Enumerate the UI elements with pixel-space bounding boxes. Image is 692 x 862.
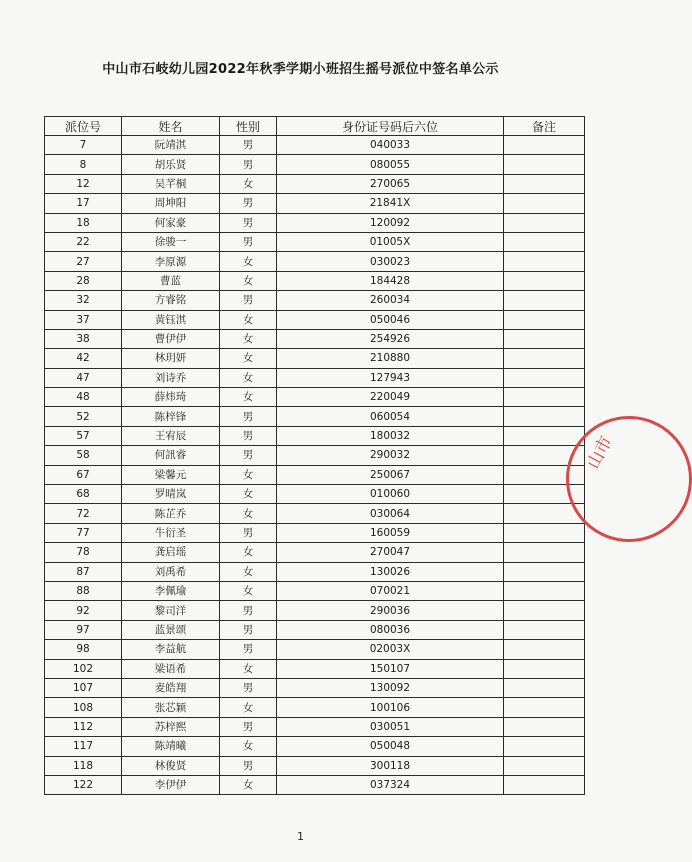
cell-remarks bbox=[504, 698, 585, 717]
cell-lottery-number: 58 bbox=[45, 446, 122, 465]
table-row bbox=[45, 659, 585, 678]
cell-lottery-number: 102 bbox=[45, 659, 122, 678]
cell-remarks bbox=[504, 310, 585, 329]
cell-id-last-six: 010060 bbox=[277, 485, 504, 504]
cell-name: 薛炜琦 bbox=[122, 388, 220, 407]
cell-id-last-six: 030023 bbox=[277, 252, 504, 271]
cell-remarks bbox=[504, 737, 585, 756]
cell-gender: 女 bbox=[220, 349, 277, 368]
cell-lottery-number: 107 bbox=[45, 678, 122, 697]
cell-lottery-number: 17 bbox=[45, 194, 122, 213]
cell-id-last-six: 290036 bbox=[277, 601, 504, 620]
cell-remarks bbox=[504, 523, 585, 542]
cell-id-last-six: 254926 bbox=[277, 329, 504, 348]
table-row bbox=[45, 756, 585, 775]
table-row bbox=[45, 368, 585, 387]
cell-name: 阮靖淇 bbox=[122, 136, 220, 155]
table-row bbox=[45, 349, 585, 368]
table-row bbox=[45, 485, 585, 504]
table-row bbox=[45, 523, 585, 542]
cell-gender: 男 bbox=[220, 232, 277, 251]
table-row bbox=[45, 543, 585, 562]
cell-remarks bbox=[504, 407, 585, 426]
cell-gender: 女 bbox=[220, 271, 277, 290]
cell-remarks bbox=[504, 388, 585, 407]
cell-id-last-six: 160059 bbox=[277, 523, 504, 542]
cell-lottery-number: 52 bbox=[45, 407, 122, 426]
cell-lottery-number: 87 bbox=[45, 562, 122, 581]
cell-gender: 女 bbox=[220, 310, 277, 329]
cell-name: 刘诗乔 bbox=[122, 368, 220, 387]
cell-name: 梁语希 bbox=[122, 659, 220, 678]
cell-name: 何訊睿 bbox=[122, 446, 220, 465]
cell-lottery-number: 7 bbox=[45, 136, 122, 155]
cell-name: 龚启瑶 bbox=[122, 543, 220, 562]
cell-gender: 女 bbox=[220, 698, 277, 717]
cell-lottery-number: 72 bbox=[45, 504, 122, 523]
cell-gender: 男 bbox=[220, 678, 277, 697]
cell-lottery-number: 118 bbox=[45, 756, 122, 775]
cell-id-last-six: 120092 bbox=[277, 213, 504, 232]
cell-gender: 男 bbox=[220, 640, 277, 659]
table-row bbox=[45, 446, 585, 465]
cell-remarks bbox=[504, 601, 585, 620]
cell-lottery-number: 38 bbox=[45, 329, 122, 348]
cell-name: 林俊贤 bbox=[122, 756, 220, 775]
cell-remarks bbox=[504, 756, 585, 775]
cell-name: 何家豪 bbox=[122, 213, 220, 232]
table-row bbox=[45, 504, 585, 523]
cell-name: 苏梓熙 bbox=[122, 717, 220, 736]
cell-id-last-six: 210880 bbox=[277, 349, 504, 368]
cell-name: 麦皓翔 bbox=[122, 678, 220, 697]
cell-id-last-six: 030051 bbox=[277, 717, 504, 736]
cell-remarks bbox=[504, 368, 585, 387]
cell-remarks bbox=[504, 620, 585, 639]
table-row bbox=[45, 698, 585, 717]
cell-gender: 男 bbox=[220, 155, 277, 174]
cell-id-last-six: 100106 bbox=[277, 698, 504, 717]
cell-remarks bbox=[504, 562, 585, 581]
cell-gender: 女 bbox=[220, 562, 277, 581]
cell-name: 曹蓝 bbox=[122, 271, 220, 290]
table-row bbox=[45, 620, 585, 639]
table-row bbox=[45, 291, 585, 310]
cell-id-last-six: 060054 bbox=[277, 407, 504, 426]
cell-remarks bbox=[504, 659, 585, 678]
cell-id-last-six: 040033 bbox=[277, 136, 504, 155]
cell-lottery-number: 47 bbox=[45, 368, 122, 387]
cell-lottery-number: 68 bbox=[45, 485, 122, 504]
cell-lottery-number: 37 bbox=[45, 310, 122, 329]
cell-id-last-six: 220049 bbox=[277, 388, 504, 407]
cell-name: 吴芊桐 bbox=[122, 174, 220, 193]
cell-lottery-number: 117 bbox=[45, 737, 122, 756]
cell-lottery-number: 8 bbox=[45, 155, 122, 174]
cell-lottery-number: 77 bbox=[45, 523, 122, 542]
header-gender: 性别 bbox=[220, 117, 277, 136]
header-lottery-number: 派位号 bbox=[45, 117, 122, 136]
page-number: 1 bbox=[297, 830, 304, 843]
table-row bbox=[45, 717, 585, 736]
cell-name: 蓝景颂 bbox=[122, 620, 220, 639]
cell-name: 李原源 bbox=[122, 252, 220, 271]
cell-lottery-number: 32 bbox=[45, 291, 122, 310]
cell-remarks bbox=[504, 775, 585, 794]
cell-id-last-six: 270047 bbox=[277, 543, 504, 562]
cell-remarks bbox=[504, 155, 585, 174]
cell-id-last-six: 080036 bbox=[277, 620, 504, 639]
cell-remarks bbox=[504, 543, 585, 562]
cell-gender: 女 bbox=[220, 775, 277, 794]
table-row bbox=[45, 775, 585, 794]
cell-remarks bbox=[504, 329, 585, 348]
cell-id-last-six: 080055 bbox=[277, 155, 504, 174]
cell-remarks bbox=[504, 194, 585, 213]
cell-id-last-six: 130026 bbox=[277, 562, 504, 581]
cell-id-last-six: 300118 bbox=[277, 756, 504, 775]
cell-id-last-six: 260034 bbox=[277, 291, 504, 310]
table-row bbox=[45, 252, 585, 271]
cell-gender: 男 bbox=[220, 756, 277, 775]
cell-name: 李益航 bbox=[122, 640, 220, 659]
cell-id-last-six: 050046 bbox=[277, 310, 504, 329]
cell-gender: 女 bbox=[220, 504, 277, 523]
cell-gender: 女 bbox=[220, 368, 277, 387]
cell-gender: 男 bbox=[220, 407, 277, 426]
cell-gender: 女 bbox=[220, 737, 277, 756]
table-row bbox=[45, 426, 585, 445]
header-remarks: 备注 bbox=[504, 117, 585, 136]
seal-text: 山市 bbox=[583, 432, 618, 473]
table-row bbox=[45, 213, 585, 232]
cell-name: 王宥辰 bbox=[122, 426, 220, 445]
official-seal bbox=[566, 416, 692, 542]
cell-name: 曹伊伊 bbox=[122, 329, 220, 348]
table-row bbox=[45, 329, 585, 348]
cell-name: 罗晴岚 bbox=[122, 485, 220, 504]
table-row bbox=[45, 174, 585, 193]
table-body bbox=[45, 136, 585, 795]
cell-gender: 女 bbox=[220, 329, 277, 348]
cell-name: 张芯颖 bbox=[122, 698, 220, 717]
cell-id-last-six: 01005X bbox=[277, 232, 504, 251]
cell-gender: 男 bbox=[220, 194, 277, 213]
cell-name: 陈芷乔 bbox=[122, 504, 220, 523]
table-row bbox=[45, 465, 585, 484]
cell-id-last-six: 270065 bbox=[277, 174, 504, 193]
table-row bbox=[45, 737, 585, 756]
cell-name: 陈梓锋 bbox=[122, 407, 220, 426]
cell-gender: 女 bbox=[220, 174, 277, 193]
cell-gender: 男 bbox=[220, 426, 277, 445]
cell-lottery-number: 12 bbox=[45, 174, 122, 193]
cell-gender: 女 bbox=[220, 465, 277, 484]
cell-lottery-number: 92 bbox=[45, 601, 122, 620]
cell-lottery-number: 22 bbox=[45, 232, 122, 251]
table-header-row bbox=[45, 117, 585, 136]
cell-id-last-six: 180032 bbox=[277, 426, 504, 445]
cell-gender: 男 bbox=[220, 213, 277, 232]
cell-remarks bbox=[504, 213, 585, 232]
cell-id-last-six: 070021 bbox=[277, 581, 504, 600]
table-row bbox=[45, 640, 585, 659]
cell-remarks bbox=[504, 717, 585, 736]
cell-id-last-six: 130092 bbox=[277, 678, 504, 697]
cell-name: 李佩瑜 bbox=[122, 581, 220, 600]
table-row bbox=[45, 271, 585, 290]
cell-id-last-six: 150107 bbox=[277, 659, 504, 678]
cell-id-last-six: 250067 bbox=[277, 465, 504, 484]
cell-lottery-number: 108 bbox=[45, 698, 122, 717]
cell-name: 李伊伊 bbox=[122, 775, 220, 794]
cell-remarks bbox=[504, 291, 585, 310]
table-row bbox=[45, 601, 585, 620]
cell-name: 陈靖曦 bbox=[122, 737, 220, 756]
table-row bbox=[45, 581, 585, 600]
table-row bbox=[45, 136, 585, 155]
table-row bbox=[45, 194, 585, 213]
cell-remarks bbox=[504, 252, 585, 271]
cell-lottery-number: 78 bbox=[45, 543, 122, 562]
cell-gender: 男 bbox=[220, 523, 277, 542]
cell-id-last-six: 21841X bbox=[277, 194, 504, 213]
cell-name: 胡乐贤 bbox=[122, 155, 220, 174]
cell-gender: 女 bbox=[220, 543, 277, 562]
cell-lottery-number: 42 bbox=[45, 349, 122, 368]
cell-name: 徐骏一 bbox=[122, 232, 220, 251]
table-row bbox=[45, 310, 585, 329]
cell-gender: 女 bbox=[220, 581, 277, 600]
cell-name: 梁馨元 bbox=[122, 465, 220, 484]
table-row bbox=[45, 407, 585, 426]
cell-name: 林玥妍 bbox=[122, 349, 220, 368]
cell-gender: 女 bbox=[220, 252, 277, 271]
cell-name: 周坤阳 bbox=[122, 194, 220, 213]
header-name: 姓名 bbox=[122, 117, 220, 136]
cell-lottery-number: 112 bbox=[45, 717, 122, 736]
cell-lottery-number: 28 bbox=[45, 271, 122, 290]
cell-gender: 女 bbox=[220, 485, 277, 504]
admission-list-table bbox=[44, 116, 585, 795]
cell-gender: 男 bbox=[220, 620, 277, 639]
cell-lottery-number: 98 bbox=[45, 640, 122, 659]
cell-remarks bbox=[504, 349, 585, 368]
cell-lottery-number: 57 bbox=[45, 426, 122, 445]
cell-remarks bbox=[504, 678, 585, 697]
table-row bbox=[45, 388, 585, 407]
cell-remarks bbox=[504, 174, 585, 193]
cell-remarks bbox=[504, 271, 585, 290]
cell-gender: 男 bbox=[220, 136, 277, 155]
cell-id-last-six: 037324 bbox=[277, 775, 504, 794]
cell-lottery-number: 88 bbox=[45, 581, 122, 600]
cell-gender: 男 bbox=[220, 717, 277, 736]
cell-name: 黄钰淇 bbox=[122, 310, 220, 329]
table-row bbox=[45, 155, 585, 174]
table-row bbox=[45, 232, 585, 251]
table-row bbox=[45, 678, 585, 697]
cell-lottery-number: 48 bbox=[45, 388, 122, 407]
cell-id-last-six: 290032 bbox=[277, 446, 504, 465]
cell-name: 刘禹希 bbox=[122, 562, 220, 581]
cell-lottery-number: 18 bbox=[45, 213, 122, 232]
cell-id-last-six: 02003X bbox=[277, 640, 504, 659]
cell-name: 牛衍圣 bbox=[122, 523, 220, 542]
cell-lottery-number: 97 bbox=[45, 620, 122, 639]
cell-remarks bbox=[504, 426, 585, 445]
document-title: 中山市石岐幼儿园2022年秋季学期小班招生摇号派位中签名单公示 bbox=[102, 62, 499, 77]
cell-lottery-number: 67 bbox=[45, 465, 122, 484]
cell-name: 方睿铭 bbox=[122, 291, 220, 310]
cell-id-last-six: 050048 bbox=[277, 737, 504, 756]
cell-remarks bbox=[504, 640, 585, 659]
cell-gender: 女 bbox=[220, 388, 277, 407]
cell-remarks bbox=[504, 232, 585, 251]
cell-id-last-six: 184428 bbox=[277, 271, 504, 290]
cell-remarks bbox=[504, 136, 585, 155]
cell-gender: 男 bbox=[220, 446, 277, 465]
header-id-last-six: 身份证号码后六位 bbox=[277, 117, 504, 136]
cell-gender: 女 bbox=[220, 659, 277, 678]
cell-remarks bbox=[504, 581, 585, 600]
cell-gender: 男 bbox=[220, 601, 277, 620]
cell-gender: 男 bbox=[220, 291, 277, 310]
table-row bbox=[45, 562, 585, 581]
cell-lottery-number: 122 bbox=[45, 775, 122, 794]
cell-lottery-number: 27 bbox=[45, 252, 122, 271]
cell-id-last-six: 030064 bbox=[277, 504, 504, 523]
cell-id-last-six: 127943 bbox=[277, 368, 504, 387]
cell-name: 黎司洋 bbox=[122, 601, 220, 620]
